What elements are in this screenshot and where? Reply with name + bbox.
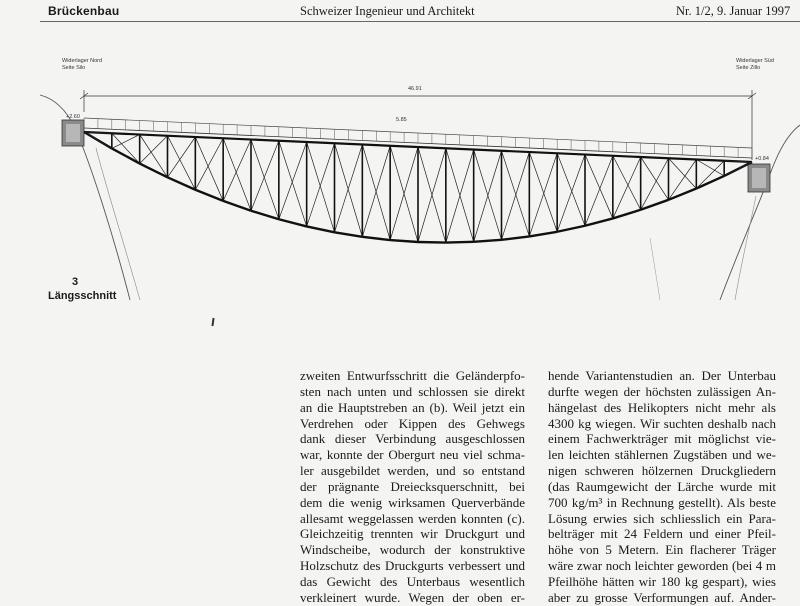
bottom-chord-segment	[474, 240, 502, 242]
bridge-truss	[84, 118, 752, 243]
diagonal	[502, 152, 530, 240]
text-line: Windscheibe, wodurch der konstruktive	[300, 542, 525, 558]
text-line: an die Hauptstreben an (b). Weil jetzt ein	[300, 399, 525, 415]
text-line: dank dieser Verbindung ausgeschlossen	[300, 431, 525, 447]
figure-caption: Längsschnitt	[48, 290, 117, 302]
text-line: 700 kg/m³ in Rechnung gestellt). Als beste	[548, 494, 776, 510]
top-dimension-label: 5.85	[396, 117, 407, 123]
bottom-chord-segment	[112, 148, 140, 163]
bottom-chord-segment	[502, 236, 530, 239]
bottom-chord-segment	[557, 226, 585, 232]
text-line: das Gewicht des Unterbaus wesentlich	[300, 573, 525, 589]
diagonal	[613, 157, 641, 218]
text-line: nigen schweren hölzernen Druckgliedern	[548, 463, 776, 479]
diagonal	[557, 155, 585, 232]
diagonal	[696, 161, 724, 189]
bottom-chord-segment	[307, 226, 335, 232]
abutment-south-line2: Seite Zillo	[736, 65, 761, 71]
diagonal	[140, 136, 168, 164]
abutment-north-line2: Seite Silo	[62, 65, 86, 71]
text-line: (das Raumgewicht der Lärche wurde mit	[548, 478, 776, 494]
bottom-chord-segment	[168, 177, 196, 189]
diagonal	[474, 150, 502, 240]
diagonal	[613, 156, 641, 210]
diagonal	[112, 133, 140, 163]
abutment-south	[748, 164, 770, 192]
bottom-chord-segment	[335, 232, 363, 237]
level-left-label: +2.60	[66, 114, 80, 120]
text-line: len leichten stählernen Zugstäben und we-	[548, 447, 776, 463]
text-line: einem Fachwerkträger mit möglichst vie-	[548, 431, 776, 447]
diagonal	[585, 156, 613, 226]
terrain-profile	[40, 95, 800, 300]
bottom-chord-segment	[696, 176, 724, 189]
diagonal	[557, 153, 585, 226]
text-line: war, konnte der Obergurt neu viel schma-	[300, 447, 525, 463]
text-line: wäre zwar noch leichter geworden (bei 4 m	[548, 558, 776, 574]
diagonal	[474, 151, 502, 242]
text-line: ler ausgebildet werden, und so entstand	[300, 463, 525, 479]
bottom-chord-segment	[362, 237, 390, 240]
diagonal	[529, 152, 557, 232]
text-line: Holzschutz des Druckgurts verbessert und	[300, 558, 525, 574]
text-line: verkleinert wurde. Wegen der oben er-	[300, 589, 525, 605]
bottom-chord-segment	[613, 210, 641, 219]
diagonal	[529, 153, 557, 236]
diagonal	[168, 137, 196, 177]
figure-number: 3	[72, 276, 79, 288]
text-line: durfte wegen der höchsten zulässigen An-	[548, 383, 776, 399]
text-line: hängelast des Helikopters nicht mehr als	[548, 399, 776, 415]
bridge-longitudinal-section-drawing	[0, 22, 800, 322]
level-right-label: +0.84	[755, 156, 769, 162]
bottom-chord-segment	[223, 201, 251, 211]
text-line: 4300 kg wiegen. Wir suchten deshalb nach	[548, 415, 776, 431]
text-line: der prägnante Dreiecksquerschnitt, bei	[300, 478, 525, 494]
diagonal	[112, 135, 140, 149]
abutment-north-label	[62, 58, 102, 72]
span-dimension-label: 46.91	[408, 86, 422, 92]
journal-title: Schweizer Ingenieur und Architekt	[300, 4, 475, 18]
bottom-chord-segment	[641, 200, 669, 210]
text-line: Lösung erwies sich schliesslich ein Para-	[548, 510, 776, 526]
bottom-chord-segment	[529, 232, 557, 237]
text-line: dem die wenig wirksamen Querverbände	[300, 494, 525, 510]
bottom-chord-segment	[390, 240, 418, 242]
issue-info: Nr. 1/2, 9. Januar 1997	[676, 4, 791, 18]
text-line: allesamt weggelassen werden konnten (c).	[300, 510, 525, 526]
text-line: höhe von 5 Metern. Ein flacherer Träger	[548, 542, 776, 558]
diagonal	[585, 155, 613, 219]
abutment-south-line1: Widerlager Süd	[736, 58, 774, 64]
diagonal	[502, 151, 530, 237]
diagonal	[168, 136, 196, 190]
abutment-south-label	[736, 58, 774, 72]
bottom-chord-segment	[279, 219, 307, 226]
text-line: hende Variantenstudien an. Der Unterbau	[548, 368, 776, 383]
section-title: Brückenbau	[48, 4, 120, 18]
print-speck	[211, 318, 214, 326]
text-line: Verdrehen oder Kippen des Gehwegs	[300, 415, 525, 431]
diagonal	[669, 158, 697, 188]
abutment-north	[62, 120, 84, 146]
bottom-chord-segment	[418, 242, 446, 243]
bottom-chord-segment	[585, 218, 613, 225]
article-column-left	[300, 368, 525, 606]
diagonal	[641, 157, 669, 200]
article-column-right	[548, 368, 776, 606]
text-line: aber zu grosse Verformungen auf. Ander-	[548, 589, 776, 605]
diagonal	[84, 132, 112, 148]
text-line: zweiten Entwurfsschritt die Geländerpfo-	[300, 368, 525, 383]
text-line: belträger mit 24 Feldern und einer Pfeil-	[548, 526, 776, 542]
diagonal	[696, 160, 724, 176]
abutment-north-line1: Widerlager Nord	[62, 58, 103, 64]
bottom-chord-segment	[446, 242, 474, 243]
text-line: Pfeilhöhe hätten wir 180 kg gespart), wies	[548, 573, 776, 589]
bottom-chord-segment	[251, 211, 279, 220]
text-line: Gleichzeitig trennten wir Druckgurt und	[300, 526, 525, 542]
text-line: sten nach unten und schlossen sie direkt	[300, 383, 525, 399]
